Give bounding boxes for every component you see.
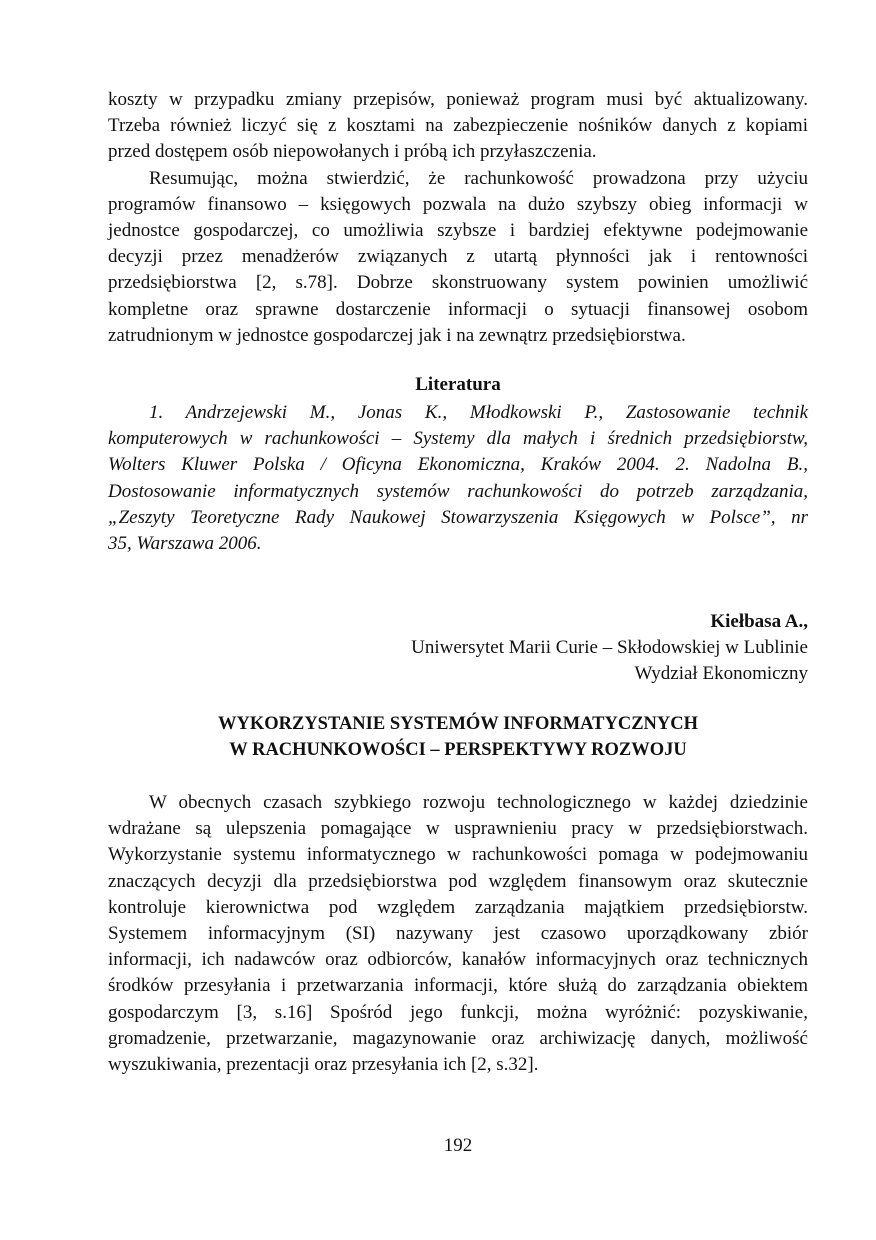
paragraph xyxy=(108,166,808,349)
author-block xyxy=(108,609,808,688)
author-university: Uniwersytet Marii Curie – Skłodowskiej w Lublinie xyxy=(411,637,808,659)
section-heading: Literatura xyxy=(415,374,501,395)
text-line: Resumując, można stwierdzić, że rachunkowość prowadzona przy użyciu xyxy=(149,167,808,189)
text-line: „Zeszyty Teoretyczne Rady Naukowej Stowarzyszenia Księgowych w Polsce”, nr xyxy=(108,506,808,528)
text-line: W obecnych czasach szybkiego rozwoju technologicznego w każdej dziedzinie xyxy=(149,792,808,813)
text-line: Wykorzystanie systemu informatycznego w rachunkowości pomaga w podejmowaniu xyxy=(108,844,808,866)
text-line: wdrażane są ulepszenia pomagające w usprawnieniu pracy w przedsiębiorstwach. xyxy=(108,818,808,840)
paragraph xyxy=(108,790,808,1078)
text-line: informacji, ich nadawców oraz odbiorców, kanałów informacyjnych oraz technicznych xyxy=(108,949,808,971)
text-line: kontroluje kierownictwa pod względem zarządzania majątkiem przedsiębiorstw. xyxy=(108,896,808,918)
title-line: WYKORZYSTANIE SYSTEMÓW INFORMATYCZNYCH xyxy=(217,714,699,734)
text-line: komputerowych w rachunkowości – Systemy dla małych i średnich przedsiębiorstw, xyxy=(108,428,808,450)
page-number: 192 xyxy=(443,1135,473,1156)
text-line: gromadzenie, przetwarzanie, magazynowanie oraz archiwizację danych, możliwość xyxy=(108,1027,808,1049)
text-line: zatrudnionym w jednostce gospodarczej jak i na zewnątrz przedsiębiorstwa. xyxy=(108,324,686,346)
text-line: przedsiębiorstwa [2, s.78]. Dobrze skonstruowany system powinien umożliwić xyxy=(108,272,808,294)
text-line: wyszukiwania, prezentacji oraz przesyłania ich [2, s.32]. xyxy=(108,1053,539,1075)
text-line: przed dostępem osób niepowołanych i próbą ich przyłaszczenia. xyxy=(108,141,597,163)
text-line: 35, Warszawa 2006. xyxy=(108,532,262,554)
paragraph xyxy=(108,400,808,557)
text-line: gospodarczym [3, s.16] Spośród jego funkcji, można wyróżnić: pozyskiwanie, xyxy=(108,1001,808,1023)
text-line: decyzji przez menadżerów związanych z utartą płynności jak i rentowności xyxy=(108,246,808,268)
article-title xyxy=(108,711,808,763)
text-line: Systemem informacyjnym (SI) nazywany jest czasowo uporządkowany zbiór xyxy=(108,922,808,944)
text-line: 1. Andrzejewski M., Jonas K., Młodkowski P., Zastosowanie technik xyxy=(149,402,808,423)
text-line: kompletne oraz sprawne dostarczenie informacji o sytuacji finansowej osobom xyxy=(108,298,808,320)
top-text xyxy=(108,87,808,349)
page-footer xyxy=(108,1133,808,1159)
text-line: Trzeba również liczyć się z kosztami na zabezpieczenie nośników danych z kopiami xyxy=(108,115,808,137)
title-line: W RACHUNKOWOŚCI – PERSPEKTYWY ROZWOJU xyxy=(229,740,687,761)
text-line: Dostosowanie informatycznych systemów rachunkowości do potrzeb zarządzania, xyxy=(108,480,808,502)
article-body xyxy=(108,790,808,1078)
author-faculty: Wydział Ekonomiczny xyxy=(634,663,808,685)
text-line: środków przesyłania i przetwarzania informacji, które służą do zarządzania obiektem xyxy=(108,975,808,997)
text-line: koszty w przypadku zmiany przepisów, ponieważ program musi być aktualizowany. xyxy=(108,89,808,110)
bibliography xyxy=(108,400,808,557)
literatura-heading xyxy=(108,372,808,398)
author-name: Kiełbasa A., xyxy=(710,611,808,632)
text-line: jednostce gospodarczej, co umożliwia szybsze i bardziej efektywne podejmowanie xyxy=(108,219,808,241)
paragraph xyxy=(108,87,808,166)
text-line: programów finansowo – księgowych pozwala na dużo szybszy obieg informacji w xyxy=(108,193,808,215)
text-line: Wolters Kluwer Polska / Oficyna Ekonomiczna, Kraków 2004. 2. Nadolna B., xyxy=(108,454,808,476)
text-line: znaczących decyzji dla przedsiębiorstwa pod względem finansowym oraz skutecznie xyxy=(108,870,808,892)
